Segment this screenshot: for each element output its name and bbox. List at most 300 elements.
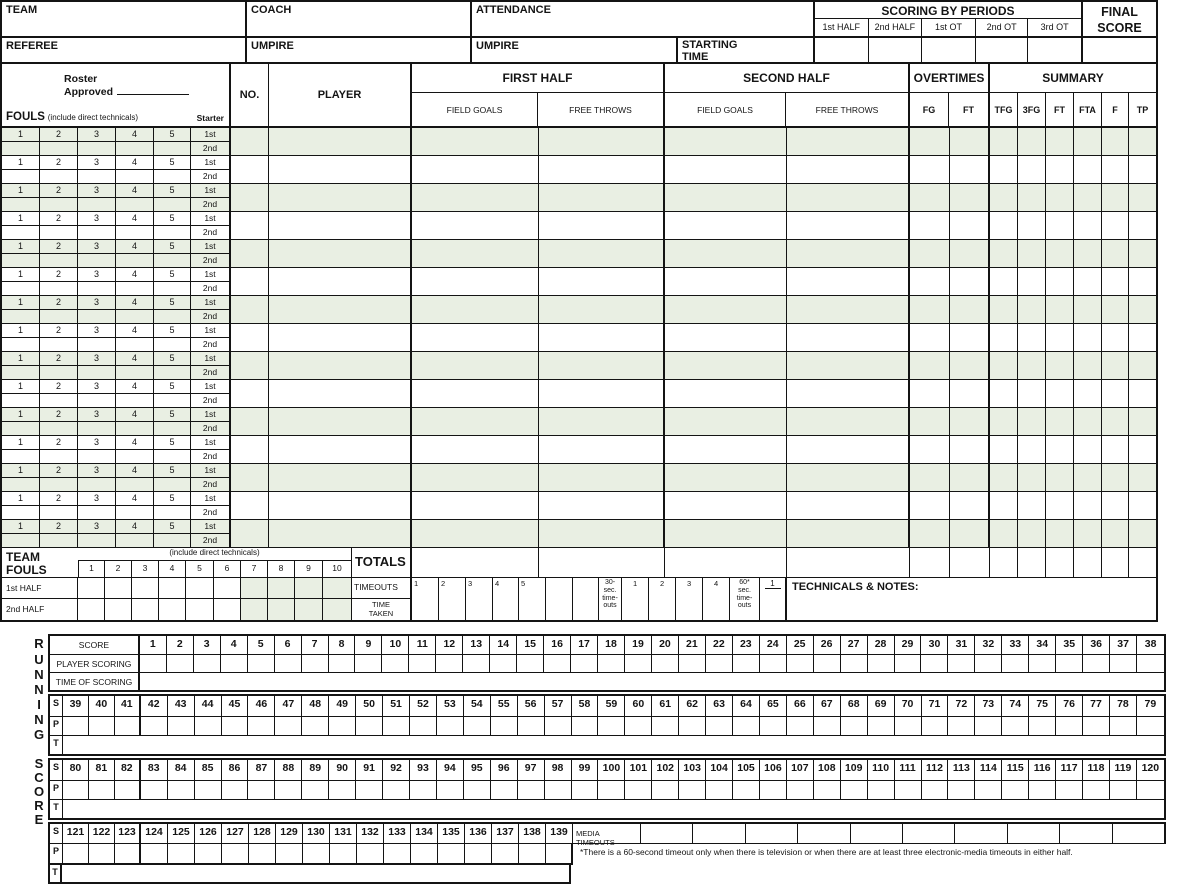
summary-tp-cell[interactable] — [1129, 212, 1156, 239]
running-score-number[interactable]: 52 — [410, 696, 437, 716]
ot-ft-cell[interactable] — [950, 492, 990, 519]
fh-free-throws-cell[interactable] — [539, 156, 665, 183]
player-scoring-cell[interactable] — [168, 717, 195, 735]
player-scoring-cell[interactable] — [248, 655, 275, 672]
summary-tp-cell[interactable] — [1129, 408, 1156, 435]
no-cell[interactable] — [231, 464, 269, 491]
running-score-number[interactable]: 8 — [329, 636, 356, 654]
player-scoring-cell[interactable] — [1029, 717, 1056, 735]
no-cell[interactable] — [231, 212, 269, 239]
running-score-number[interactable]: 41 — [115, 696, 141, 716]
running-score-number[interactable]: 45 — [222, 696, 249, 716]
media-timeout-cell[interactable] — [1008, 824, 1060, 843]
foul-number-1[interactable]: 1 — [2, 240, 39, 254]
foul-number-5[interactable]: 5 — [154, 520, 190, 534]
player-scoring-cell[interactable] — [491, 717, 518, 735]
foul-mark-cell[interactable] — [116, 338, 153, 351]
running-score-number[interactable]: 61 — [652, 696, 679, 716]
ot-fg-cell[interactable] — [910, 240, 950, 267]
player-name-cell[interactable] — [269, 240, 412, 267]
foul-mark-cell[interactable] — [78, 478, 115, 491]
player-scoring-cell[interactable] — [787, 781, 814, 799]
summary-ft-cell[interactable] — [1046, 436, 1074, 463]
no-cell[interactable] — [231, 492, 269, 519]
fh-free-throws-cell[interactable] — [539, 408, 665, 435]
player-scoring-cell[interactable] — [302, 781, 329, 799]
fh-free-throws-cell[interactable] — [539, 352, 665, 379]
foul-number-5[interactable]: 5 — [154, 240, 190, 254]
foul-mark-cell[interactable] — [154, 142, 190, 155]
foul-number-3[interactable]: 3 — [78, 184, 115, 198]
running-score-number[interactable]: 98 — [545, 760, 572, 780]
summary-f-cell[interactable] — [1102, 184, 1129, 211]
running-score-number[interactable]: 115 — [1002, 760, 1029, 780]
foul-mark-cell[interactable] — [40, 142, 77, 155]
ot-fg-cell[interactable] — [910, 156, 950, 183]
foul-mark-cell[interactable] — [78, 142, 115, 155]
foul-number-5[interactable]: 5 — [154, 128, 190, 142]
foul-mark-cell[interactable] — [2, 310, 39, 323]
second-half-foul-cell-4[interactable] — [159, 599, 186, 620]
foul-mark-cell[interactable] — [40, 338, 77, 351]
foul-number-1[interactable]: 1 — [2, 324, 39, 338]
running-score-number[interactable]: 101 — [625, 760, 652, 780]
sh-field-goals-cell[interactable] — [665, 436, 787, 463]
running-score-number[interactable]: 126 — [195, 824, 222, 843]
player-scoring-cell[interactable] — [63, 717, 89, 735]
running-score-number[interactable]: 107 — [787, 760, 814, 780]
player-scoring-cell[interactable] — [329, 655, 356, 672]
starter-2nd[interactable]: 2nd — [202, 423, 218, 433]
running-score-number[interactable]: 77 — [1083, 696, 1110, 716]
running-score-number[interactable]: 86 — [222, 760, 249, 780]
summary-tfg-cell[interactable] — [990, 156, 1018, 183]
player-scoring-cell[interactable] — [1110, 717, 1137, 735]
first-half-foul-cell-8[interactable] — [268, 578, 295, 598]
running-score-number[interactable]: 97 — [518, 760, 545, 780]
player-scoring-cell[interactable] — [464, 781, 491, 799]
foul-mark-cell[interactable] — [116, 422, 153, 435]
player-scoring-cell[interactable] — [410, 717, 437, 735]
running-score-number[interactable]: 92 — [383, 760, 410, 780]
3fg-total-cell[interactable] — [1018, 548, 1046, 577]
running-score-number[interactable]: 106 — [760, 760, 787, 780]
foul-number-1[interactable]: 1 — [2, 184, 39, 198]
sh-field-goals-cell[interactable] — [665, 380, 787, 407]
player-scoring-cell[interactable] — [195, 717, 222, 735]
fh-free-throws-cell[interactable] — [539, 128, 665, 155]
fh-field-goals-cell[interactable] — [412, 464, 539, 491]
ot-fg-cell[interactable] — [910, 408, 950, 435]
running-score-number[interactable]: 33 — [1002, 636, 1029, 654]
starter-1st[interactable]: 1st — [191, 436, 229, 450]
media-timeout-cell[interactable] — [746, 824, 798, 843]
no-cell[interactable] — [231, 380, 269, 407]
player-scoring-cell[interactable] — [221, 655, 248, 672]
player-scoring-cell[interactable] — [383, 717, 410, 735]
ot-ft-cell[interactable] — [950, 408, 990, 435]
fh-free-throws-cell[interactable] — [539, 268, 665, 295]
foul-number-3[interactable]: 3 — [78, 492, 115, 506]
first-half-foul-cell-10[interactable] — [323, 578, 351, 598]
ot-ft-cell[interactable] — [950, 240, 990, 267]
starter-2nd[interactable]: 2nd — [202, 535, 218, 545]
player-scoring-cell[interactable] — [895, 655, 922, 672]
player-scoring-cell[interactable] — [465, 844, 492, 863]
player-name-cell[interactable] — [269, 380, 412, 407]
first-half-foul-cell-3[interactable] — [132, 578, 159, 598]
foul-mark-cell[interactable] — [116, 142, 153, 155]
starter-2nd[interactable]: 2nd — [202, 451, 218, 461]
running-score-number[interactable]: 117 — [1056, 760, 1083, 780]
player-scoring-cell[interactable] — [1083, 717, 1110, 735]
ot-ft-cell[interactable] — [950, 156, 990, 183]
player-scoring-cell[interactable] — [706, 655, 733, 672]
player-scoring-cell[interactable] — [787, 717, 814, 735]
starter-1st[interactable]: 1st — [191, 324, 229, 338]
running-score-number[interactable]: 121 — [63, 824, 89, 843]
player-scoring-cell[interactable] — [89, 717, 115, 735]
foul-number-1[interactable]: 1 — [2, 128, 39, 142]
sh-field-goals-cell[interactable] — [665, 324, 787, 351]
starter-2nd[interactable]: 2nd — [202, 479, 218, 489]
media-timeout-cell[interactable] — [693, 824, 745, 843]
running-score-number[interactable]: 127 — [222, 824, 249, 843]
running-score-number[interactable]: 16 — [544, 636, 571, 654]
running-score-number[interactable]: 71 — [922, 696, 949, 716]
player-scoring-cell[interactable] — [625, 781, 652, 799]
summary-fta-cell[interactable] — [1074, 156, 1102, 183]
running-score-number[interactable]: 11 — [409, 636, 436, 654]
summary-tp-cell[interactable] — [1129, 156, 1156, 183]
running-score-number[interactable]: 110 — [868, 760, 895, 780]
foul-number-2[interactable]: 2 — [40, 520, 77, 534]
no-cell[interactable] — [231, 296, 269, 323]
foul-number-5[interactable]: 5 — [154, 408, 190, 422]
foul-mark-cell[interactable] — [40, 478, 77, 491]
player-scoring-cell[interactable] — [733, 655, 760, 672]
starter-1st[interactable]: 1st — [191, 464, 229, 478]
summary-ft-cell[interactable] — [1046, 520, 1074, 547]
foul-mark-cell[interactable] — [116, 450, 153, 463]
summary-f-cell[interactable] — [1102, 464, 1129, 491]
fh-free-throws-cell[interactable] — [539, 240, 665, 267]
media-timeout-cell[interactable] — [903, 824, 955, 843]
timeout-cell-3[interactable] — [466, 578, 493, 620]
ot-ft-cell[interactable] — [950, 296, 990, 323]
player-scoring-cell[interactable] — [1083, 655, 1110, 672]
sh-field-goals-cell[interactable] — [665, 352, 787, 379]
summary-3fg-cell[interactable] — [1018, 520, 1046, 547]
running-score-number[interactable]: 51 — [383, 696, 410, 716]
foul-mark-cell[interactable] — [116, 282, 153, 295]
running-score-number[interactable]: 69 — [868, 696, 895, 716]
player-scoring-cell[interactable] — [841, 781, 868, 799]
player-scoring-cell[interactable] — [222, 717, 249, 735]
running-score-number[interactable]: 95 — [464, 760, 491, 780]
summary-3fg-cell[interactable] — [1018, 324, 1046, 351]
running-score-number[interactable]: 100 — [598, 760, 625, 780]
no-cell[interactable] — [231, 268, 269, 295]
ot-fg-cell[interactable] — [910, 324, 950, 351]
ot-ft-cell[interactable] — [950, 268, 990, 295]
no-cell[interactable] — [231, 184, 269, 211]
ot-fg-cell[interactable] — [910, 464, 950, 491]
running-score-number[interactable]: 99 — [572, 760, 599, 780]
running-score-number[interactable]: 21 — [679, 636, 706, 654]
player-scoring-cell[interactable] — [1056, 781, 1083, 799]
summary-ft-cell[interactable] — [1046, 408, 1074, 435]
summary-f-cell[interactable] — [1102, 324, 1129, 351]
starter-2nd[interactable]: 2nd — [202, 227, 218, 237]
starter-2nd[interactable]: 2nd — [202, 507, 218, 517]
time-of-scoring-cell[interactable] — [63, 800, 1164, 818]
player-scoring-cell[interactable] — [545, 781, 572, 799]
summary-ft-cell[interactable] — [1046, 212, 1074, 239]
player-scoring-cell[interactable] — [895, 717, 922, 735]
summary-ft-cell[interactable] — [1046, 156, 1074, 183]
player-scoring-cell[interactable] — [492, 844, 519, 863]
sh-free-throws-cell[interactable] — [787, 212, 910, 239]
player-scoring-cell[interactable] — [490, 655, 517, 672]
starter-2nd[interactable]: 2nd — [202, 367, 218, 377]
running-score-number[interactable]: 81 — [89, 760, 115, 780]
summary-fta-cell[interactable] — [1074, 212, 1102, 239]
first-half-foul-cell-5[interactable] — [186, 578, 214, 598]
player-name-cell[interactable] — [269, 520, 412, 547]
running-score-number[interactable]: 132 — [357, 824, 384, 843]
summary-ft-cell[interactable] — [1046, 268, 1074, 295]
sh-field-goals-cell[interactable] — [665, 408, 787, 435]
ot-fg-cell[interactable] — [910, 492, 950, 519]
running-score-number[interactable]: 54 — [464, 696, 491, 716]
running-score-number[interactable]: 57 — [545, 696, 572, 716]
starter-2nd[interactable]: 2nd — [202, 143, 218, 153]
player-scoring-cell[interactable] — [679, 781, 706, 799]
foul-number-3[interactable]: 3 — [78, 240, 115, 254]
sh-free-throws-cell[interactable] — [787, 184, 910, 211]
summary-tfg-cell[interactable] — [990, 324, 1018, 351]
foul-mark-cell[interactable] — [116, 478, 153, 491]
running-score-number[interactable]: 72 — [948, 696, 975, 716]
foul-number-1[interactable]: 1 — [2, 296, 39, 310]
foul-mark-cell[interactable] — [2, 338, 39, 351]
foul-mark-cell[interactable] — [78, 254, 115, 267]
summary-ft-cell[interactable] — [1046, 184, 1074, 211]
player-scoring-cell[interactable] — [382, 655, 409, 672]
foul-number-5[interactable]: 5 — [154, 156, 190, 170]
sh-free-throws-cell[interactable] — [787, 380, 910, 407]
running-score-number[interactable]: 118 — [1083, 760, 1110, 780]
ot-fg-cell[interactable] — [910, 212, 950, 239]
running-score-number[interactable]: 89 — [302, 760, 329, 780]
foul-number-5[interactable]: 5 — [154, 324, 190, 338]
foul-number-4[interactable]: 4 — [116, 492, 153, 506]
running-score-number[interactable]: 59 — [598, 696, 625, 716]
player-scoring-cell[interactable] — [518, 781, 545, 799]
summary-tfg-cell[interactable] — [990, 436, 1018, 463]
no-cell[interactable] — [231, 408, 269, 435]
running-score-number[interactable]: 27 — [841, 636, 868, 654]
summary-3fg-cell[interactable] — [1018, 492, 1046, 519]
summary-tp-cell[interactable] — [1129, 520, 1156, 547]
sh-field-goals-cell[interactable] — [665, 520, 787, 547]
summary-f-cell[interactable] — [1102, 212, 1129, 239]
summary-f-cell[interactable] — [1102, 352, 1129, 379]
foul-number-1[interactable]: 1 — [2, 492, 39, 506]
running-score-number[interactable]: 48 — [302, 696, 329, 716]
time-of-scoring-cell[interactable] — [140, 673, 1164, 690]
running-score-number[interactable]: 62 — [679, 696, 706, 716]
summary-tfg-cell[interactable] — [990, 212, 1018, 239]
summary-tp-cell[interactable] — [1129, 492, 1156, 519]
summary-3fg-cell[interactable] — [1018, 184, 1046, 211]
running-score-number[interactable]: 39 — [63, 696, 89, 716]
foul-mark-cell[interactable] — [154, 310, 190, 323]
player-scoring-cell[interactable] — [814, 655, 841, 672]
running-score-number[interactable]: 49 — [329, 696, 356, 716]
foul-number-5[interactable]: 5 — [154, 296, 190, 310]
running-score-number[interactable]: 74 — [1002, 696, 1029, 716]
fh-free-throws-cell[interactable] — [539, 492, 665, 519]
foul-number-1[interactable]: 1 — [2, 436, 39, 450]
summary-tfg-cell[interactable] — [990, 240, 1018, 267]
player-name-cell[interactable] — [269, 128, 412, 155]
foul-mark-cell[interactable] — [78, 450, 115, 463]
foul-mark-cell[interactable] — [78, 170, 115, 183]
player-scoring-cell[interactable] — [115, 781, 141, 799]
running-score-number[interactable]: 18 — [598, 636, 625, 654]
running-score-number[interactable]: 9 — [355, 636, 382, 654]
running-score-number[interactable]: 53 — [437, 696, 464, 716]
player-scoring-cell[interactable] — [948, 655, 975, 672]
fh-free-throws-cell[interactable] — [539, 296, 665, 323]
foul-number-5[interactable]: 5 — [154, 380, 190, 394]
player-scoring-cell[interactable] — [733, 781, 760, 799]
running-score-number[interactable]: 13 — [463, 636, 490, 654]
fh-field-goals-cell[interactable] — [412, 324, 539, 351]
running-score-number[interactable]: 90 — [329, 760, 356, 780]
summary-ft-cell[interactable] — [1046, 380, 1074, 407]
player-name-cell[interactable] — [269, 436, 412, 463]
player-scoring-cell[interactable] — [491, 781, 518, 799]
running-score-number[interactable]: 19 — [625, 636, 652, 654]
foul-number-2[interactable]: 2 — [40, 240, 77, 254]
running-score-number[interactable]: 87 — [248, 760, 275, 780]
foul-number-2[interactable]: 2 — [40, 128, 77, 142]
running-score-number[interactable]: 76 — [1056, 696, 1083, 716]
player-scoring-cell[interactable] — [276, 844, 303, 863]
running-score-number[interactable]: 15 — [517, 636, 544, 654]
player-scoring-cell[interactable] — [115, 717, 141, 735]
first-half-foul-cell-9[interactable] — [295, 578, 323, 598]
running-score-number[interactable]: 137 — [492, 824, 519, 843]
running-score-number[interactable]: 125 — [168, 824, 195, 843]
foul-number-4[interactable]: 4 — [116, 520, 153, 534]
foul-mark-cell[interactable] — [40, 450, 77, 463]
player-scoring-cell[interactable] — [115, 844, 141, 863]
player-scoring-cell[interactable] — [168, 844, 195, 863]
fh-free-throws-cell[interactable] — [539, 324, 665, 351]
summary-tp-cell[interactable] — [1129, 380, 1156, 407]
running-score-number[interactable]: 122 — [89, 824, 115, 843]
ot-fg-cell[interactable] — [910, 436, 950, 463]
summary-tfg-cell[interactable] — [990, 492, 1018, 519]
summary-fta-cell[interactable] — [1074, 380, 1102, 407]
running-score-number[interactable]: 25 — [787, 636, 814, 654]
foul-mark-cell[interactable] — [154, 422, 190, 435]
foul-number-5[interactable]: 5 — [154, 492, 190, 506]
ot-fg-cell[interactable] — [910, 268, 950, 295]
foul-mark-cell[interactable] — [40, 254, 77, 267]
summary-fta-cell[interactable] — [1074, 324, 1102, 351]
timeout-cell-4[interactable] — [493, 578, 519, 620]
summary-f-cell[interactable] — [1102, 128, 1129, 155]
running-score-number[interactable]: 44 — [195, 696, 222, 716]
player-scoring-cell[interactable] — [248, 717, 275, 735]
fh-field-goals-cell[interactable] — [412, 184, 539, 211]
player-scoring-cell[interactable] — [948, 781, 975, 799]
summary-tfg-cell[interactable] — [990, 296, 1018, 323]
fh-field-goals-cell[interactable] — [412, 352, 539, 379]
foul-number-4[interactable]: 4 — [116, 352, 153, 366]
running-score-number[interactable]: 4 — [221, 636, 248, 654]
summary-f-cell[interactable] — [1102, 492, 1129, 519]
summary-tfg-cell[interactable] — [990, 380, 1018, 407]
first-half-foul-cell-6[interactable] — [214, 578, 241, 598]
running-score-number[interactable]: 30 — [921, 636, 948, 654]
sh-free-throws-cell[interactable] — [787, 296, 910, 323]
referee-field[interactable] — [2, 38, 247, 62]
fh-field-goals-cell[interactable] — [412, 520, 539, 547]
foul-mark-cell[interactable] — [78, 338, 115, 351]
summary-tp-cell[interactable] — [1129, 324, 1156, 351]
summary-fta-cell[interactable] — [1074, 240, 1102, 267]
ot-fg-total-cell[interactable] — [910, 548, 950, 577]
running-score-number[interactable]: 80 — [63, 760, 89, 780]
running-score-number[interactable]: 73 — [975, 696, 1002, 716]
foul-number-2[interactable]: 2 — [40, 352, 77, 366]
player-scoring-cell[interactable] — [195, 844, 222, 863]
summary-fta-cell[interactable] — [1074, 184, 1102, 211]
player-scoring-cell[interactable] — [222, 781, 249, 799]
player-scoring-cell[interactable] — [652, 655, 679, 672]
player-scoring-cell[interactable] — [787, 655, 814, 672]
ft-total-cell[interactable] — [1046, 548, 1074, 577]
player-scoring-cell[interactable] — [63, 781, 89, 799]
fh-field-goals-cell[interactable] — [412, 492, 539, 519]
player-scoring-cell[interactable] — [438, 844, 465, 863]
foul-mark-cell[interactable] — [2, 142, 39, 155]
running-score-number[interactable]: 78 — [1110, 696, 1137, 716]
running-score-number[interactable]: 123 — [115, 824, 141, 843]
foul-number-4[interactable]: 4 — [116, 324, 153, 338]
summary-f-cell[interactable] — [1102, 436, 1129, 463]
player-scoring-cell[interactable] — [436, 655, 463, 672]
umpire2-field[interactable] — [472, 38, 678, 62]
player-name-cell[interactable] — [269, 464, 412, 491]
foul-number-5[interactable]: 5 — [154, 184, 190, 198]
foul-number-3[interactable]: 3 — [78, 436, 115, 450]
foul-mark-cell[interactable] — [40, 506, 77, 519]
foul-mark-cell[interactable] — [40, 310, 77, 323]
player-scoring-cell[interactable] — [89, 844, 115, 863]
player-name-cell[interactable] — [269, 212, 412, 239]
first-half-foul-cell-4[interactable] — [159, 578, 186, 598]
running-score-number[interactable]: 108 — [814, 760, 841, 780]
foul-mark-cell[interactable] — [154, 394, 190, 407]
player-scoring-cell[interactable] — [598, 781, 625, 799]
